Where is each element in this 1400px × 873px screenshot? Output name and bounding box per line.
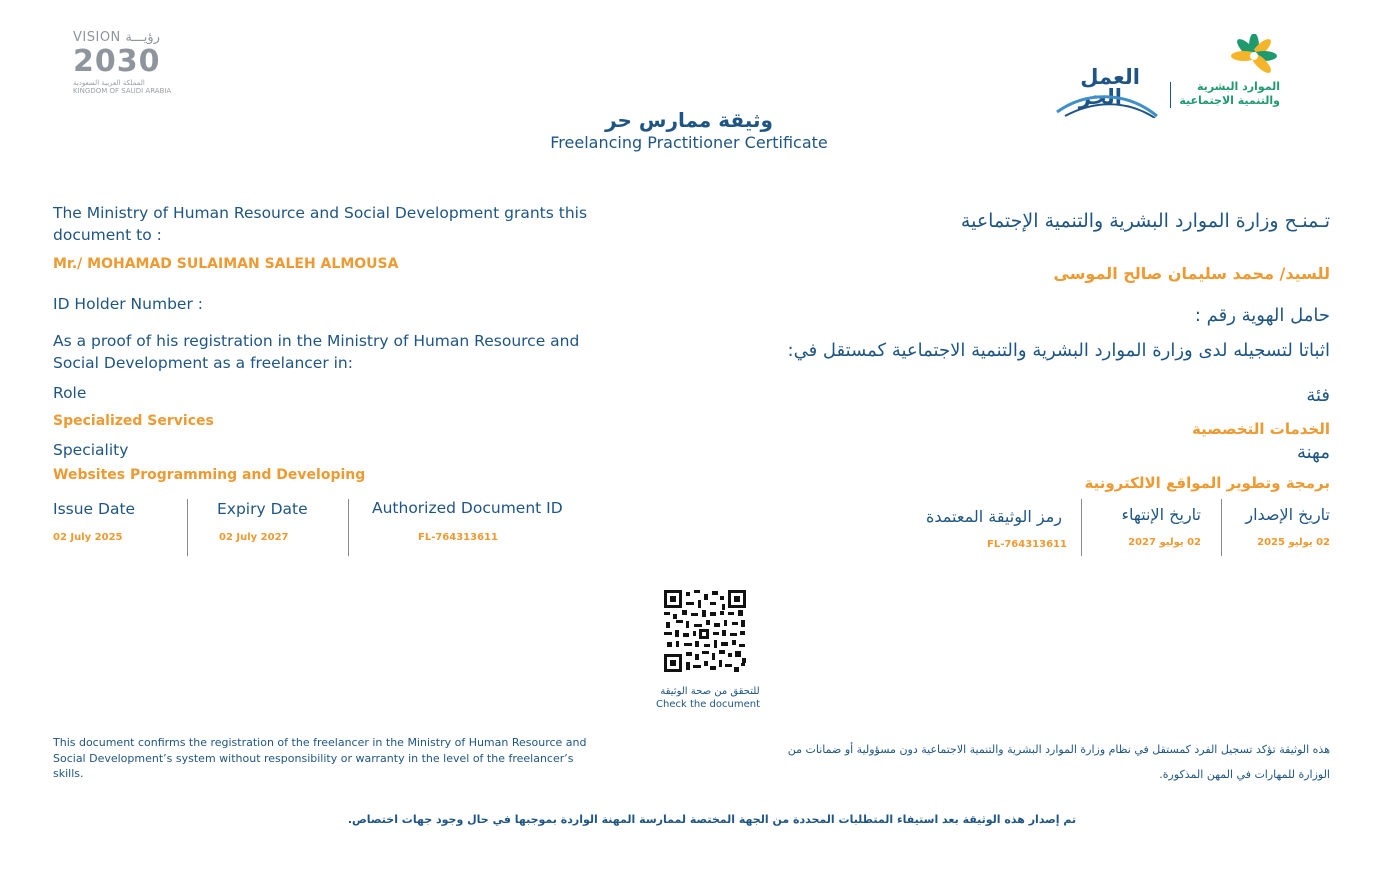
footer-disclaimer-ar-line2: الوزارة للمهارات في المهن المذكورة. bbox=[1159, 768, 1330, 781]
ministry-logo-line1: الموارد البشرية bbox=[1197, 80, 1280, 93]
en-role-label: Role bbox=[53, 384, 87, 402]
ar-docid-value: FL-764313611 bbox=[987, 539, 1067, 550]
en-docid-label: Authorized Document ID bbox=[372, 499, 563, 517]
en-role-value: Specialized Services bbox=[53, 413, 214, 429]
ar-docid-label: رمز الوثيقة المعتمدة bbox=[926, 507, 1062, 526]
free-work-logo-line1: العمل bbox=[1080, 65, 1140, 89]
title-english: Freelancing Practitioner Certificate bbox=[550, 133, 828, 152]
en-issue-label: Issue Date bbox=[53, 500, 136, 518]
vision-logo-sub-ar: المملكة العربية السعودية bbox=[73, 79, 145, 87]
vision-logo-sub-en: KINGDOM OF SAUDI ARABIA bbox=[73, 87, 172, 95]
en-expiry-label: Expiry Date bbox=[217, 500, 308, 518]
footer-note: تم إصدار هذه الوثيقة بعد استيفاء المتطلبات المحددة من الجهة المختصة لممارسة المهنة الواردة بموجبها في حال وجود جهات اختصاص. bbox=[347, 813, 1077, 826]
free-work-logo-line2: الحر bbox=[1078, 85, 1122, 109]
qr-caption-ar: للتحقق من صحة الوثيقة bbox=[660, 686, 760, 697]
en-proof-text: As a proof of his registration in the Ministry of Human Resource and Social Development as a freelancer in: bbox=[53, 332, 580, 372]
ar-holder-name: للسيد/ محمد سليمان صالح الموسى bbox=[1053, 264, 1330, 283]
ar-expiry-value: 02 يوليو 2027 bbox=[1128, 537, 1201, 548]
vision-logo-top: VISION رؤيـــة bbox=[73, 30, 160, 45]
ar-id-label: حامل الهوية رقم : bbox=[1194, 305, 1330, 326]
palm-leaves-icon bbox=[1228, 34, 1280, 78]
ar-speciality-label: مهنة bbox=[1296, 442, 1330, 463]
ar-issue-value: 02 يوليو 2025 bbox=[1257, 537, 1330, 548]
ar-proof-text: اثباتا لتسجيله لدى وزارة الموارد البشرية والتنمية الاجتماعية كمستقل في: bbox=[787, 340, 1330, 361]
en-grant-text: The Ministry of Human Resource and Social Development grants this document to : bbox=[53, 204, 588, 244]
ministry-logo-line2: والتنمية الاجتماعية bbox=[1179, 94, 1280, 107]
footer-disclaimer-ar-line1: هذه الوثيقة تؤكد تسجيل الفرد كمستقل في نظام وزارة الموارد البشرية والتنمية الاجتماعية دون مسؤولية أو ضمانات من bbox=[787, 743, 1330, 756]
qr-code[interactable] bbox=[664, 590, 746, 672]
title-arabic: وثيقة ممارس حر bbox=[605, 108, 773, 132]
ar-expiry-label: تاريخ الإنتهاء bbox=[1121, 505, 1201, 524]
en-expiry-value: 02 July 2027 bbox=[219, 532, 289, 543]
en-speciality-value: Websites Programming and Developing bbox=[53, 467, 366, 483]
vision-logo-number: 2030 bbox=[73, 44, 161, 79]
ar-divider-2 bbox=[1081, 499, 1082, 556]
ar-issue-label: تاريخ الإصدار bbox=[1245, 505, 1330, 524]
ministry-logo bbox=[1178, 34, 1282, 110]
en-divider-2 bbox=[348, 499, 349, 556]
en-speciality-label: Speciality bbox=[53, 441, 129, 459]
ar-role-label: فئة bbox=[1306, 385, 1330, 406]
footer-disclaimer-en: This document confirms the registration of the freelancer in the Ministry of Human Resource and Social Development’s system without responsibility or warranty in the level of the freelancer’s skills. bbox=[53, 736, 587, 780]
en-docid-value: FL-764313611 bbox=[418, 532, 498, 543]
ar-speciality-value: برمجة وتطوير المواقع الالكترونية bbox=[1084, 474, 1330, 492]
en-issue-value: 02 July 2025 bbox=[53, 532, 123, 543]
ar-role-value: الخدمات التخصصية bbox=[1192, 420, 1330, 438]
vision-2030-logo bbox=[73, 30, 183, 95]
qr-caption-en: Check the document bbox=[656, 699, 760, 710]
logo-divider bbox=[1170, 82, 1171, 108]
ar-divider-1 bbox=[1221, 499, 1222, 556]
en-holder-name: Mr./ MOHAMAD SULAIMAN SALEH ALMOUSA bbox=[53, 256, 399, 272]
en-divider-1 bbox=[187, 499, 188, 556]
en-id-label: ID Holder Number : bbox=[53, 295, 203, 313]
ar-grant-text: تـمنـح وزارة الموارد البشرية والتنمية الإجتماعية bbox=[960, 210, 1330, 232]
